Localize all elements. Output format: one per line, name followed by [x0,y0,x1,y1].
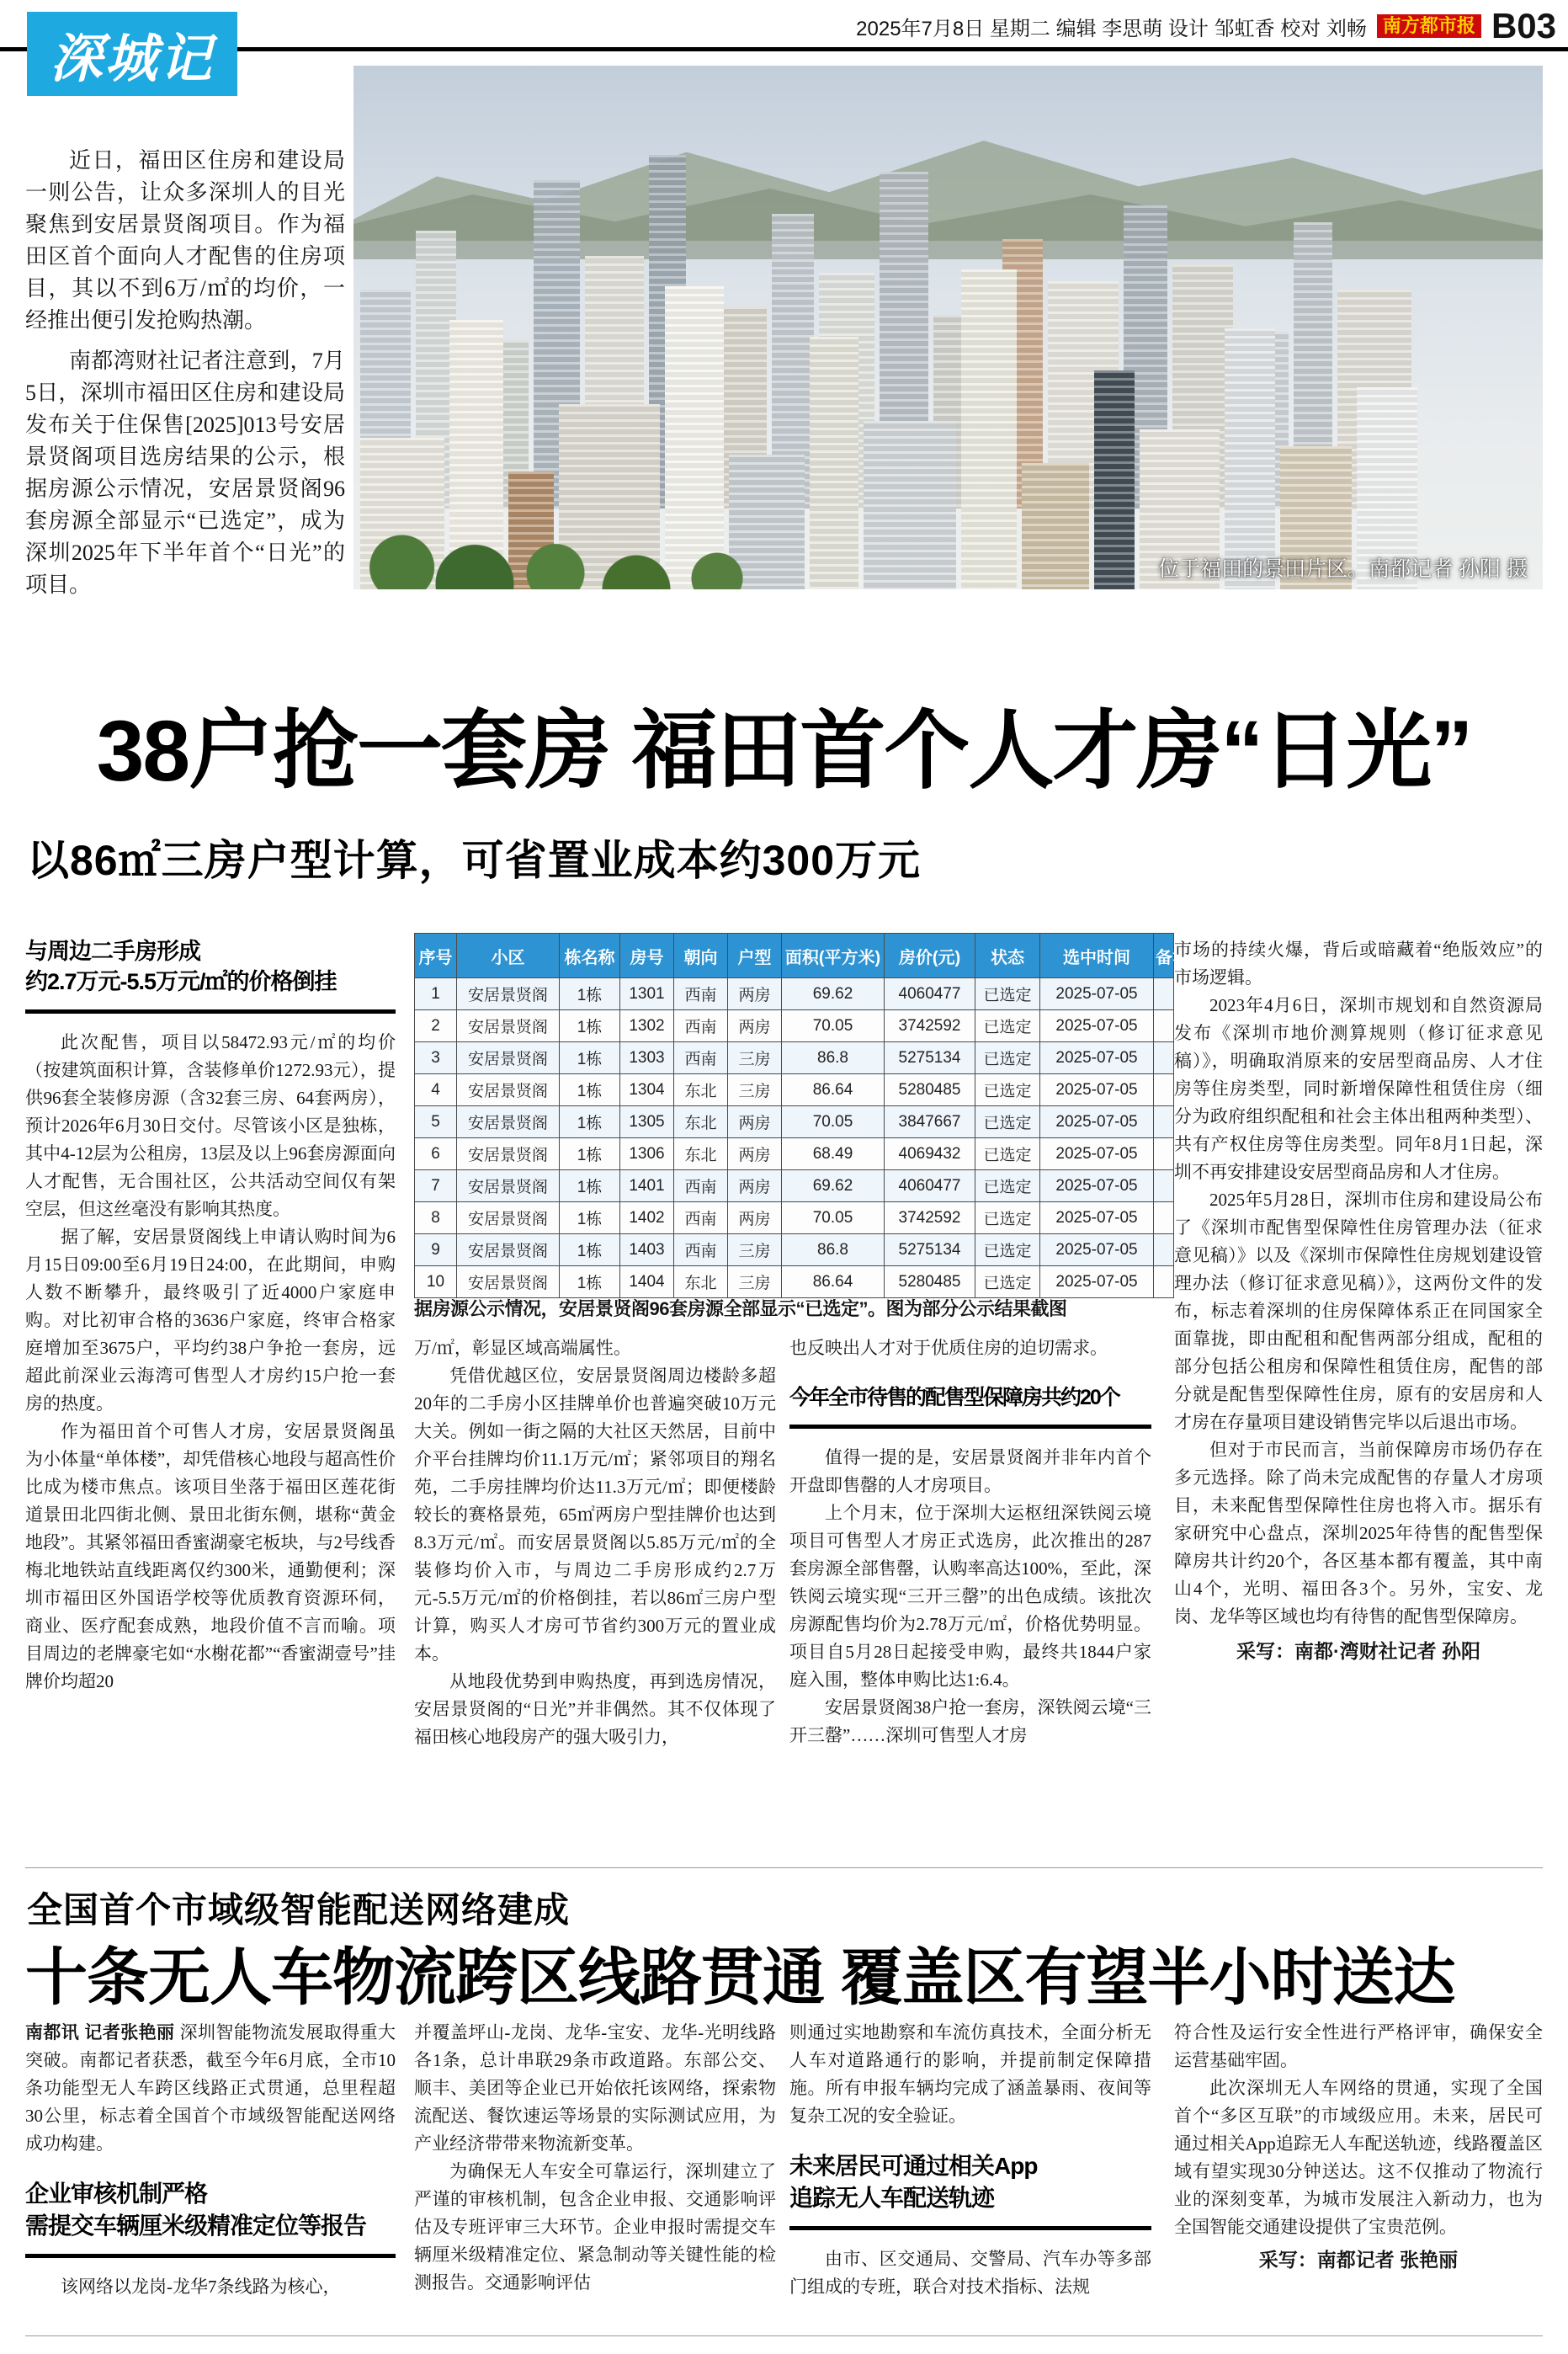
table-cell: 两房 [728,1010,782,1042]
table-cell: 2025-07-05 [1040,1202,1154,1234]
bottom-column-1 [25,2019,396,2332]
continuation-text: 并覆盖坪山-龙岗、龙华-宝安、龙华-光明线路各1条，总计串联29条市政道路。东部公交、顺丰、美团等企业已开始依托该网络，探索物流配送、餐饮速运等场景的实际测试应用，为产业经济带带来物流新变革。 [414,2022,776,2154]
table-cell: 已选定 [975,1170,1040,1202]
continuation-text: 也反映出人才对于优质住房的迫切需求。 [789,1338,1108,1358]
table-cell: 安居景贤阁 [457,1266,560,1298]
table-row [415,1042,1174,1074]
paragraph: 此次深圳无人车网络的贯通，实现了全国首个“多区互联”的市域级应用。未来，居民可通过相关App追踪无人车配送轨迹，线路覆盖区域有望实现30分钟送达。这不仅推动了物流行业的深刻变革，为城市发展注入新动力，也为全国智能交通建设提供了宝贵范例。 [1174,2078,1543,2237]
table-cell: 1303 [620,1042,674,1074]
table-cell: 3847667 [885,1106,975,1138]
table-cell: 70.05 [782,1106,885,1138]
table-cell: 三房 [728,1074,782,1106]
table-cell: 1栋 [560,1266,620,1298]
section-heading-line: 与周边二手房形成 [25,939,200,964]
table-cell: 4 [415,1074,457,1106]
table-cell: 4060477 [885,978,975,1010]
column-header: 房号 [620,934,674,978]
table-row [415,1234,1174,1266]
section-logo: 深城记 [27,12,237,96]
table-row [415,1106,1174,1138]
table-cell: 3742592 [885,1010,975,1042]
table-row [415,1202,1174,1234]
column-header: 小区 [457,934,560,978]
table-caption: 据房源公示情况，安居景贤阁96套房源全部显示“已选定”。图为部分公示结果截图 [414,1298,1067,1319]
table-cell: 三房 [728,1234,782,1266]
table-cell: 东北 [674,1138,728,1170]
table-cell: 安居景贤阁 [457,1170,560,1202]
bottom-column-2 [414,2019,776,2332]
table-cell: 1栋 [560,978,620,1010]
city-photo [353,66,1543,589]
table-cell: 5280485 [885,1266,975,1298]
table-cell: 68.49 [782,1138,885,1170]
paragraph: 据了解，安居景贤阁线上申请认购时间为6月15日09:00至6月19日24:00，在此期间，申购人数不断攀升，最终吸引了近4000户家庭申购。对比初审合格的3636户家庭，终审合格家庭增加至3675户，平均约38户争抢一套房，远超此前深业云海湾可售型人才房约15户抢一套房的热度。 [25,1226,396,1414]
table-cell: 已选定 [975,978,1040,1010]
continuation-text: 符合性及运行安全性进行严格评审，确保安全运营基础牢固。 [1174,2022,1543,2070]
table-cell: 86.64 [782,1074,885,1106]
dateline: 2025年7月8日 星期二 编辑 李思萌 设计 邹虹香 校对 刘畅 [856,17,1367,40]
table-cell: 已选定 [975,1010,1040,1042]
continuation-text: 万/㎡，彰显区域高端属性。 [414,1338,631,1358]
paragraph: 该网络以龙岗-龙华7条线路为核心， [61,2276,341,2297]
bottom-headline: 十条无人车物流跨区线路贯通 覆盖区有望半小时送达 [25,1942,1455,2012]
paragraph: 2025年5月28日，深圳市住房和建设局公布了《深圳市配售型保障性住房管理办法（征求意见稿）》以及《深圳市保障性住房规划建设管理办法（修订征求意见稿）》，这两份文件的发布，标志着深圳的住房保障体系正在同国家全面靠拢，即由配租和配售两部分组成，配租的部分包括公租房和保障性租赁住房，配售的部分就是配售型保障性住房，原有的安居房和人才房在存量项目建设销售完毕以后退出市场。 [1174,1190,1543,1432]
table-cell [1154,1266,1174,1298]
page-bottom-rule [25,2335,1543,2336]
table-cell: 9 [415,1234,457,1266]
column-paragraphs [789,2245,1151,2301]
paragraph: 此次配售，项目以58472.93元/㎡的均价（按建筑面积计算，含装修单价1272.93元），提供96套全装修房源（含32套三房、64套两房），预计2026年6月30日交付。尽管该小区是独栋，其中4-12层为公租房，13层及以上96套房源面向人才配售，无合围社区，公共活动空间仅有架空层，但这丝毫没有影响其热度。 [25,1031,396,1219]
article-column-2 [414,1334,776,1845]
table-cell: 三房 [728,1266,782,1298]
section-heading-review [25,2178,396,2258]
table-cell: 三房 [728,1042,782,1074]
article-column-3 [789,1334,1151,1845]
table-cell: 2025-07-05 [1040,1010,1154,1042]
table-cell: 西南 [674,1234,728,1266]
table-cell [1154,1170,1174,1202]
table-cell: 1栋 [560,1106,620,1138]
table-cell: 10 [415,1266,457,1298]
table-cell: 86.8 [782,1042,885,1074]
article-column-1 [25,936,396,1845]
table-cell: 86.8 [782,1234,885,1266]
table-cell: 西南 [674,1170,728,1202]
table-cell [1154,978,1174,1010]
table-cell: 5 [415,1106,457,1138]
paragraph: 但对于市民而言，当前保障房市场仍存在多元选择。除了尚未完成配售的存量人才房项目，未来配售型保障性住房也将入市。据乐有家研究中心盘点，深圳2025年待售的配售型保障房共计约20个，各区基本都有覆盖，其中南山4个，光明、福田各3个。另外，宝安、龙岗、龙华等区域也均有待售的配售型保障房。 [1174,1440,1543,1627]
table-header-row [415,934,1174,978]
bottom-kicker: 全国首个市域级智能配送网络建成 [27,1890,571,1930]
table-cell: 1栋 [560,1074,620,1106]
table-cell: 安居景贤阁 [457,978,560,1010]
lead-paragraphs [25,145,345,597]
column-header: 选中时间 [1040,934,1154,978]
paragraph: 近日，福田区住房和建设局一则公告，让众多深圳人的目光聚焦到安居景贤阁项目。作为福田区首个面向人才配售的住房项目，其以不到6万/㎡的均价，一经推出便引发抢购热潮。 [25,148,345,333]
paragraph: 安居景贤阁38户抢一套房，深铁阅云境“三开三罄”……深圳可售型人才房 [789,1696,1151,1745]
table-cell: 2025-07-05 [1040,1106,1154,1138]
section-heading-line: 未来居民可通过相关App [789,2153,1038,2179]
section-heading-line: 企业审核机制严格 [25,2181,208,2207]
table-cell: 1404 [620,1266,674,1298]
column-header: 朝向 [674,934,728,978]
column-header: 户型 [728,934,782,978]
table-cell: 2025-07-05 [1040,1138,1154,1170]
table-row [415,1074,1174,1106]
masthead-badge: 南方都市报 [1377,14,1481,38]
table-cell [1154,1074,1174,1106]
table-cell: 安居景贤阁 [457,1202,560,1234]
column-paragraphs [414,1362,776,1751]
column-paragraphs [789,1444,1151,1750]
table-cell: 86.64 [782,1266,885,1298]
table-cell: 1402 [620,1202,674,1234]
table-cell: 已选定 [975,1138,1040,1170]
table-cell: 东北 [674,1074,728,1106]
paragraph: 值得一提的是，安居景贤阁并非年内首个开盘即售罄的人才房项目。 [789,1446,1151,1495]
table-cell: 两房 [728,978,782,1010]
table-cell: 1401 [620,1170,674,1202]
lead-paragraph [25,2019,396,2158]
table-cell: 1栋 [560,1138,620,1170]
lead-text: 深圳智能物流发展取得重大突破。南都记者获悉，截至今年6月底，全市10条功能型无人车跨区线路正式贯通，总里程超30公里，标志着全国首个市域级智能配送网络成功构建。 [25,2022,396,2154]
table-cell: 两房 [728,1202,782,1234]
table-cell: 西南 [674,1202,728,1234]
page-header [856,8,1556,44]
table-cell: 3 [415,1042,457,1074]
column-paragraphs [25,1029,396,1696]
section-heading-line: 约2.7万元-5.5万元/㎡的价格倒挂 [25,969,337,995]
table-cell: 70.05 [782,1010,885,1042]
column-header: 栋名称 [560,934,620,978]
page-number: B03 [1491,6,1556,45]
paragraph: 从地段优势到申购热度，再到选房情况，安居景贤阁的“日光”并非偶然。其不仅体现了福田核心地段房产的强大吸引力， [414,1671,776,1747]
table-cell: 1栋 [560,1042,620,1074]
table-cell: 安居景贤阁 [457,1074,560,1106]
article-column-4 [1174,936,1543,1845]
table-cell [1154,1234,1174,1266]
section-heading-pending-projects: 今年全市待售的配售型保障房共约20个 [789,1384,1151,1429]
table-row [415,1266,1174,1298]
housing-table-wrap [414,933,1189,1292]
table-cell: 2 [415,1010,457,1042]
table-cell [1154,1202,1174,1234]
table-cell: 1304 [620,1074,674,1106]
table-cell [1154,1042,1174,1074]
byline: 采写：南都记者 张艳丽 [1258,2249,1459,2271]
table-cell: 4060477 [885,1170,975,1202]
column-paragraphs [1174,2074,1543,2241]
column-paragraphs [1174,992,1543,1631]
table-cell: 8 [415,1202,457,1234]
paragraph: 南都湾财社记者注意到，7月5日，深圳市福田区住房和建设局发布关于住保售[2025]013号安居景贤阁项目选房结果的公示，根据房源公示情况，安居景贤阁96套房源全部显示“已选定”，成为深圳2025年下半年首个“日光”的项目。 [25,349,345,597]
story-divider [25,1867,1543,1868]
table-cell: 1 [415,978,457,1010]
table-cell: 1301 [620,978,674,1010]
table-cell: 1栋 [560,1234,620,1266]
column-paragraphs [25,2273,396,2301]
table-cell: 2025-07-05 [1040,1042,1154,1074]
section-heading-price-gap [25,936,396,1014]
table-cell [1154,1138,1174,1170]
column-header: 备注 [1154,934,1174,978]
table-cell: 2025-07-05 [1040,1170,1154,1202]
table-cell [1154,1106,1174,1138]
continuation-text: 则通过实地勘察和车流仿真技术，全面分析无人车对道路通行的影响，并提前制定保障措施。所有申报车辆均完成了涵盖暴雨、夜间等复杂工况的安全验证。 [789,2022,1151,2126]
bottom-column-4 [1174,2019,1543,2332]
table-cell: 1栋 [560,1170,620,1202]
paragraph: 由市、区交通局、交警局、汽车办等多部门组成的专班，联合对技术指标、法规 [789,2248,1151,2297]
column-header: 面积(平方米) [782,934,885,978]
main-headline: 38户抢一套房 福田首个人才房“日光” [96,703,1472,799]
table-cell: 2025-07-05 [1040,978,1154,1010]
table-cell: 7 [415,1170,457,1202]
section-heading-app [789,2150,1151,2230]
table-cell: 西南 [674,1010,728,1042]
table-cell: 安居景贤阁 [457,1106,560,1138]
table-cell: 安居景贤阁 [457,1138,560,1170]
table-cell: 5275134 [885,1234,975,1266]
table-cell: 安居景贤阁 [457,1042,560,1074]
table-cell: 西南 [674,978,728,1010]
table-cell: 5275134 [885,1042,975,1074]
table-cell: 安居景贤阁 [457,1234,560,1266]
table-cell: 5280485 [885,1074,975,1106]
table-row [415,978,1174,1010]
table-cell: 1306 [620,1138,674,1170]
bottom-column-3 [789,2019,1151,2332]
table-row [415,1170,1174,1202]
table-cell: 2025-07-05 [1040,1266,1154,1298]
paragraph: 凭借优越区位，安居景贤阁周边楼龄多超20年的二手房小区挂牌单价也普遍突破10万元大关。例如一街之隔的大社区天然居，目前中介平台挂牌均价11.1万元/㎡；紧邻项目的翔名苑，二手房挂牌均价达11.3万元/㎡；即便楼龄较长的赛格景苑，65㎡两房户型挂牌价也达到8.3万元/㎡。而安居景贤阁以5.85万元/㎡的全装修均价入市，与周边二手房形成约2.7万元-5.5万元/㎡的价格倒挂，若以86㎡三房户型计算，购买人才房可节省约300万元的置业成本。 [414,1366,776,1664]
paragraph: 为确保无人车安全可靠运行，深圳建立了严谨的审核机制，包含企业申报、交通影响评估及专班评审三大环节。企业申报时需提交车辆厘米级精准定位、紧急制动等关键性能的检测报告。交通影响评估 [414,2161,776,2293]
paragraph: 上个月末，位于深圳大运枢纽深铁阅云境项目可售型人才房正式选房，此次推出的287套房源全部售罄，认购率高达100%，至此，深铁阅云境实现“三开三罄”的出色成绩。该批次房源配售均价为2.78万元/㎡，价格优势明显。项目自5月28日起接受申购，最终共1844户家庭入围，整体申购比达1:6.4。 [789,1502,1151,1690]
column-header: 房价(元) [885,934,975,978]
section-heading-line: 需提交车辆厘米级精准定位等报告 [25,2212,367,2239]
table-cell: 1栋 [560,1202,620,1234]
table-row [415,1138,1174,1170]
table-cell: 已选定 [975,1202,1040,1234]
table-cell: 东北 [674,1266,728,1298]
table-cell: 70.05 [782,1202,885,1234]
table-cell: 1403 [620,1234,674,1266]
dateline-lead-in: 南都讯 记者张艳丽 [25,2023,180,2042]
continuation-text: 市场的持续火爆，背后或暗藏着“绝版效应”的市场逻辑。 [1174,940,1543,988]
table-cell: 2025-07-05 [1040,1234,1154,1266]
table-cell: 两房 [728,1170,782,1202]
main-subheadline: 以86㎡三房户型计算，可省置业成本约300万元 [27,837,922,884]
paragraph: 2023年4月6日，深圳市规划和自然资源局发布《深圳市地价测算规则（修订征求意见稿）》，明确取消原来的安居型商品房、人才住房等住房类型，同时新增保障性租赁住房（细分为政府组织配租和社会主体出租两种类型）、共有产权住房等住房类型。同年8月1日起，深圳不再安排建设安居型商品房和人才住房。 [1174,995,1543,1182]
table-cell: 已选定 [975,1042,1040,1074]
column-header: 状态 [975,934,1040,978]
table-cell: 6 [415,1138,457,1170]
table-cell: 已选定 [975,1234,1040,1266]
table-row [415,1010,1174,1042]
byline: 采写：南都·湾财社记者 孙阳 [1236,1640,1481,1662]
table-cell: 1栋 [560,1010,620,1042]
table-cell: 两房 [728,1106,782,1138]
table-cell: 安居景贤阁 [457,1010,560,1042]
greenery [353,480,757,589]
table-cell: 4069432 [885,1138,975,1170]
section-heading-line: 追踪无人车配送轨迹 [789,2184,995,2211]
table-cell: 2025-07-05 [1040,1074,1154,1106]
table-cell: 已选定 [975,1074,1040,1106]
table-cell: 69.62 [782,978,885,1010]
photo-caption: 位于福田的景田片区。南都记者 孙阳 摄 [1158,557,1528,581]
table-cell: 已选定 [975,1266,1040,1298]
column-header: 序号 [415,934,457,978]
table-cell [1154,1010,1174,1042]
table-cell: 1305 [620,1106,674,1138]
table-cell: 两房 [728,1138,782,1170]
table-cell: 西南 [674,1042,728,1074]
table-cell: 东北 [674,1106,728,1138]
table-cell: 已选定 [975,1106,1040,1138]
table-cell: 3742592 [885,1202,975,1234]
housing-table [414,933,1189,1298]
table-cell: 69.62 [782,1170,885,1202]
table-cell: 1302 [620,1010,674,1042]
column-paragraphs [414,2158,776,2297]
paragraph: 作为福田首个可售人才房，安居景贤阁虽为小体量“单体楼”，却凭借核心地段与超高性价比成为楼市焦点。该项目坐落于福田区莲花街道景田北四街北侧、景田北街东侧，堪称“黄金地段”。其紧邻福田香蜜湖豪宅板块，与2号线香梅北地铁站直线距离仅约300米，通勤便利；深圳市福田区外国语学校等优质教育资源环伺，商业、医疗配套成熟，地段价值不言而喻。项目周边的老牌豪宅如“水榭花都”“香蜜湖壹号”挂牌价均超20 [25,1420,396,1691]
